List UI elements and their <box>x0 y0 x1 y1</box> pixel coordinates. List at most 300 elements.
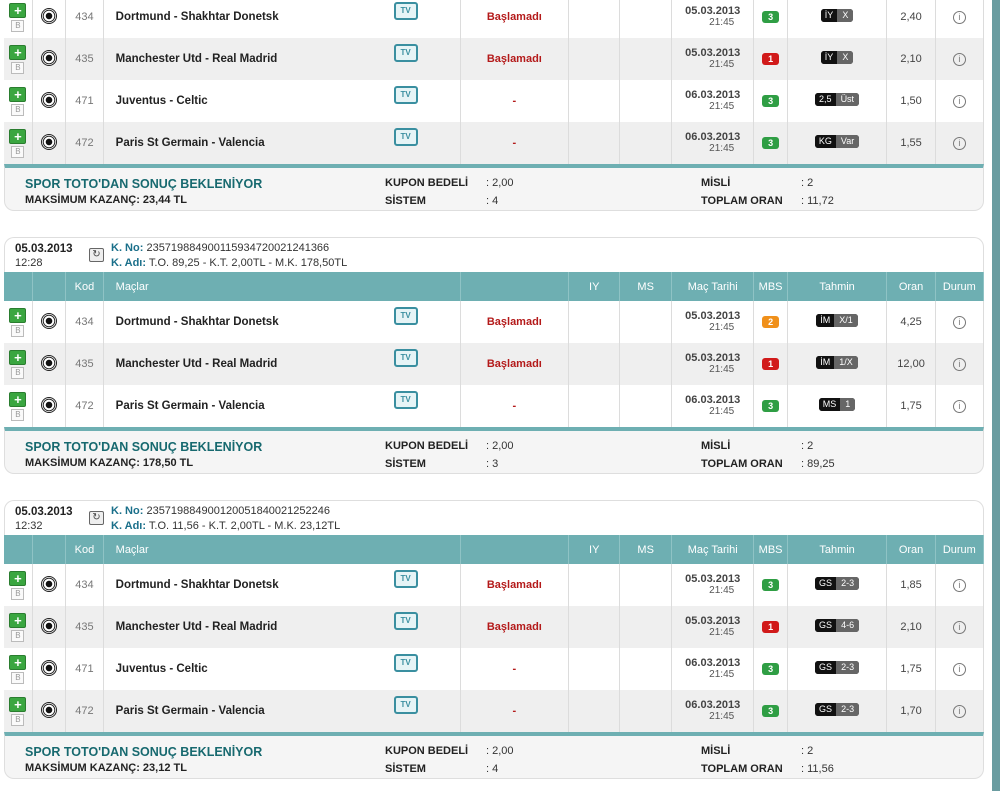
mbs-cell <box>754 606 787 648</box>
iy-score <box>569 564 620 606</box>
info-icon[interactable]: i <box>953 579 966 592</box>
prediction-type: İY <box>821 9 838 22</box>
match-status: Başlamadı <box>460 564 568 606</box>
add-button[interactable]: + <box>9 87 26 102</box>
add-button[interactable]: + <box>9 655 26 670</box>
prediction-cell <box>787 564 887 606</box>
prediction-value: 1 <box>840 398 855 411</box>
match-name[interactable]: Paris St Germain - Valencia <box>115 705 265 717</box>
match-name[interactable]: Paris St Germain - Valencia <box>115 137 265 149</box>
match-code: 471 <box>66 80 104 122</box>
prediction-cell <box>787 122 887 164</box>
coupon-name <box>111 257 347 269</box>
tv-icon[interactable]: TV <box>394 349 418 367</box>
k-no-label: K. No: <box>111 242 144 254</box>
col-kod: Kod <box>66 272 104 301</box>
add-cell <box>4 38 32 80</box>
coupon-1 <box>4 0 984 211</box>
prediction-badge <box>816 356 858 369</box>
summary-status: SPOR TOTO'DAN SONUÇ BEKLENİYOR <box>25 745 263 759</box>
coupon-name <box>111 520 340 532</box>
status-cell <box>935 122 983 164</box>
kupon-bedeli-label: KUPON BEDELİ <box>385 177 469 189</box>
summary-max-win: MAKSİMUM KAZANÇ: 178,50 TL <box>25 457 194 469</box>
col-ms: MS <box>620 535 671 564</box>
tv-icon[interactable]: TV <box>394 391 418 409</box>
prediction-value: X <box>837 51 853 64</box>
match-time: 21:45 <box>709 17 735 28</box>
mbs-badge: 1 <box>762 358 779 370</box>
match-name-cell <box>103 80 460 122</box>
table-row <box>4 690 984 732</box>
match-time: 21:45 <box>709 406 735 417</box>
add-cell <box>4 122 32 164</box>
table-row <box>4 343 984 385</box>
match-date-cell <box>671 564 754 606</box>
iy-score <box>569 0 620 38</box>
match-name-cell <box>103 0 460 38</box>
status-cell <box>935 606 983 648</box>
table-row <box>4 301 984 343</box>
odds: 1,75 <box>887 385 935 427</box>
match-name-cell <box>103 301 460 343</box>
odds: 4,25 <box>887 301 935 343</box>
bet-b-button[interactable]: B <box>11 104 24 116</box>
mbs-cell <box>754 80 787 122</box>
summary-max-win: MAKSİMUM KAZANÇ: 23,12 TL <box>25 762 187 774</box>
iy-score <box>569 385 620 427</box>
info-icon[interactable]: i <box>953 400 966 413</box>
match-time: 21:45 <box>709 59 735 70</box>
prediction-cell <box>787 690 887 732</box>
match-status: Başlamadı <box>460 301 568 343</box>
tv-icon[interactable]: TV <box>394 2 418 20</box>
prediction-type: GS <box>815 661 836 674</box>
prediction-value: 4-6 <box>836 619 859 632</box>
add-cell <box>4 690 32 732</box>
info-icon[interactable]: i <box>953 137 966 150</box>
misli-value: : 2 <box>801 745 814 757</box>
prediction-badge <box>815 661 859 674</box>
matches-table <box>4 535 984 732</box>
prediction-type: İY <box>821 51 838 64</box>
info-icon[interactable]: i <box>953 621 966 634</box>
match-date: 06.03.2013 <box>685 699 741 711</box>
sistem-value: : 3 <box>486 458 499 470</box>
info-icon[interactable]: i <box>953 663 966 676</box>
col-durum: Durum <box>935 535 983 564</box>
mbs-cell <box>754 690 787 732</box>
prediction-type: İM <box>816 314 834 327</box>
toplam-oran-label: TOPLAM ORAN <box>701 763 783 775</box>
col-durum: Durum <box>935 272 983 301</box>
football-icon <box>41 8 57 24</box>
tv-icon[interactable]: TV <box>394 696 418 714</box>
add-button[interactable]: + <box>9 3 26 18</box>
odds: 2,10 <box>887 606 935 648</box>
prediction-value: X/1 <box>834 314 858 327</box>
ms-score <box>620 38 671 80</box>
tv-icon[interactable]: TV <box>394 307 418 325</box>
iy-score <box>569 38 620 80</box>
prediction-badge <box>815 577 859 590</box>
tv-icon[interactable]: TV <box>394 44 418 62</box>
summary-status: SPOR TOTO'DAN SONUÇ BEKLENİYOR <box>25 440 263 454</box>
status-cell <box>935 690 983 732</box>
sport-cell <box>32 385 65 427</box>
match-date-cell <box>671 648 754 690</box>
prediction-value: X <box>837 9 853 22</box>
col-maclar: Maçlar <box>103 535 460 564</box>
match-name[interactable]: Dortmund - Shakhtar Donetsk <box>115 579 279 591</box>
status-cell <box>935 648 983 690</box>
match-date: 06.03.2013 <box>685 394 741 406</box>
table-row <box>4 606 984 648</box>
football-icon <box>41 355 57 371</box>
mbs-cell <box>754 564 787 606</box>
status-cell <box>935 301 983 343</box>
match-status: - <box>460 80 568 122</box>
match-time: 21:45 <box>709 669 735 680</box>
match-code: 472 <box>66 385 104 427</box>
tv-icon[interactable]: TV <box>394 612 418 630</box>
bet-b-button[interactable]: B <box>11 672 24 684</box>
odds: 1,50 <box>887 80 935 122</box>
ms-score <box>620 385 671 427</box>
kupon-bedeli-label: KUPON BEDELİ <box>385 745 469 757</box>
mbs-cell <box>754 0 787 38</box>
table-row <box>4 564 984 606</box>
match-code: 435 <box>66 38 104 80</box>
k-no-label: K. No: <box>111 505 144 517</box>
sistem-label: SİSTEM <box>385 458 426 470</box>
prediction-badge <box>816 314 858 327</box>
match-code: 434 <box>66 564 104 606</box>
match-date-cell <box>671 80 754 122</box>
toplam-oran-value: : 11,72 <box>801 195 834 207</box>
tv-icon[interactable]: TV <box>394 86 418 104</box>
refresh-icon[interactable]: ↻ <box>89 248 104 262</box>
football-icon <box>41 660 57 676</box>
add-button[interactable]: + <box>9 129 26 144</box>
col-sport <box>32 272 65 301</box>
match-date: 05.03.2013 <box>685 47 741 59</box>
ms-score <box>620 0 671 38</box>
k-no-value: 235719884900115934720021241366 <box>146 242 330 254</box>
coupon-time: 12:32 <box>15 520 43 532</box>
bet-b-button[interactable]: B <box>11 409 24 421</box>
mbs-cell <box>754 301 787 343</box>
mbs-badge: 3 <box>762 95 779 107</box>
add-button[interactable]: + <box>9 571 26 586</box>
prediction-type: GS <box>815 703 836 716</box>
match-date-cell <box>671 343 754 385</box>
mbs-badge: 1 <box>762 621 779 633</box>
col-result <box>460 272 568 301</box>
prediction-cell <box>787 343 887 385</box>
coupon-number <box>111 505 330 517</box>
match-name-cell <box>103 564 460 606</box>
match-name-cell <box>103 122 460 164</box>
sport-cell <box>32 648 65 690</box>
status-cell <box>935 343 983 385</box>
scrollbar-edge[interactable] <box>992 0 1000 791</box>
summary-max-win: MAKSİMUM KAZANÇ: 23,44 TL <box>25 194 187 206</box>
tv-icon[interactable]: TV <box>394 570 418 588</box>
match-name[interactable]: Dortmund - Shakhtar Donetsk <box>115 316 279 328</box>
football-icon <box>41 313 57 329</box>
odds: 1,75 <box>887 648 935 690</box>
sistem-value: : 4 <box>486 763 499 775</box>
coupon-header <box>4 237 984 272</box>
match-date-cell <box>671 38 754 80</box>
ms-score <box>620 343 671 385</box>
add-cell <box>4 385 32 427</box>
odds: 12,00 <box>887 343 935 385</box>
odds: 1,70 <box>887 690 935 732</box>
match-date-cell <box>671 301 754 343</box>
match-name-cell <box>103 385 460 427</box>
status-cell <box>935 80 983 122</box>
table-header <box>4 272 984 301</box>
match-time: 21:45 <box>709 585 735 596</box>
mbs-cell <box>754 343 787 385</box>
match-name[interactable]: Paris St Germain - Valencia <box>115 400 265 412</box>
iy-score <box>569 301 620 343</box>
odds: 2,40 <box>887 0 935 38</box>
prediction-badge <box>815 93 859 106</box>
match-code: 472 <box>66 690 104 732</box>
misli-label: MİSLİ <box>701 440 731 452</box>
match-status: - <box>460 648 568 690</box>
match-date: 05.03.2013 <box>685 352 741 364</box>
bet-b-button[interactable]: B <box>11 20 24 32</box>
match-name-cell <box>103 343 460 385</box>
prediction-type: İM <box>816 356 834 369</box>
add-cell <box>4 80 32 122</box>
tv-icon[interactable]: TV <box>394 654 418 672</box>
mbs-cell <box>754 38 787 80</box>
match-name[interactable]: Manchester Utd - Real Madrid <box>115 358 278 370</box>
coupon-date: 05.03.2013 <box>15 506 73 518</box>
match-date: 06.03.2013 <box>685 131 741 143</box>
col-add <box>4 535 32 564</box>
kupon-bedeli-value: : 2,00 <box>486 745 514 757</box>
iy-score <box>569 690 620 732</box>
k-no-value: 235719884900120051840021252246 <box>146 505 330 517</box>
mbs-cell <box>754 648 787 690</box>
summary-status: SPOR TOTO'DAN SONUÇ BEKLENİYOR <box>25 177 263 191</box>
sport-cell <box>32 343 65 385</box>
sport-cell <box>32 122 65 164</box>
bet-b-button[interactable]: B <box>11 630 24 642</box>
sistem-value: : 4 <box>486 195 499 207</box>
prediction-cell <box>787 80 887 122</box>
coupon-number <box>111 242 329 254</box>
football-icon <box>41 50 57 66</box>
sport-cell <box>32 606 65 648</box>
col-oran: Oran <box>887 535 935 564</box>
iy-score <box>569 343 620 385</box>
match-time: 21:45 <box>709 143 735 154</box>
match-time: 21:45 <box>709 627 735 638</box>
col-maclar: Maçlar <box>103 272 460 301</box>
prediction-type: GS <box>815 619 836 632</box>
ms-score <box>620 301 671 343</box>
coupon-header <box>4 500 984 535</box>
add-button[interactable]: + <box>9 613 26 628</box>
odds: 2,10 <box>887 38 935 80</box>
match-name-cell <box>103 690 460 732</box>
match-date-cell <box>671 690 754 732</box>
ms-score <box>620 690 671 732</box>
coupon-list <box>4 0 984 805</box>
prediction-badge <box>815 619 859 632</box>
toplam-oran-value: : 11,56 <box>801 763 834 775</box>
toplam-oran-label: TOPLAM ORAN <box>701 458 783 470</box>
coupon-summary <box>4 427 984 474</box>
kupon-bedeli-value: : 2,00 <box>486 177 514 189</box>
prediction-type: KG <box>815 135 836 148</box>
prediction-value: Var <box>836 135 859 148</box>
add-cell <box>4 301 32 343</box>
mbs-badge: 3 <box>762 705 779 717</box>
matches-table <box>4 272 984 427</box>
status-cell <box>935 38 983 80</box>
match-code: 434 <box>66 301 104 343</box>
iy-score <box>569 606 620 648</box>
mbs-badge: 3 <box>762 400 779 412</box>
info-icon[interactable]: i <box>953 11 966 24</box>
col-iy: IY <box>569 535 620 564</box>
match-name[interactable]: Dortmund - Shakhtar Donetsk <box>115 11 279 23</box>
match-date: 05.03.2013 <box>685 615 741 627</box>
sport-cell <box>32 38 65 80</box>
prediction-cell <box>787 0 887 38</box>
match-date: 05.03.2013 <box>685 310 741 322</box>
bet-b-button[interactable]: B <box>11 588 24 600</box>
prediction-cell <box>787 38 887 80</box>
prediction-cell <box>787 301 887 343</box>
match-status: Başlamadı <box>460 606 568 648</box>
match-name[interactable]: Juventus - Celtic <box>115 95 208 107</box>
col-add <box>4 272 32 301</box>
ms-score <box>620 648 671 690</box>
match-date: 05.03.2013 <box>685 573 741 585</box>
match-name[interactable]: Manchester Utd - Real Madrid <box>115 53 278 65</box>
match-code: 435 <box>66 606 104 648</box>
kupon-bedeli-label: KUPON BEDELİ <box>385 440 469 452</box>
football-icon <box>41 618 57 634</box>
kupon-bedeli-value: : 2,00 <box>486 440 514 452</box>
add-button[interactable]: + <box>9 392 26 407</box>
prediction-badge <box>821 51 854 64</box>
match-time: 21:45 <box>709 101 735 112</box>
football-icon <box>41 397 57 413</box>
col-sport <box>32 535 65 564</box>
add-cell <box>4 606 32 648</box>
sport-cell <box>32 0 65 38</box>
col-mac-tarihi: Maç Tarihi <box>671 535 754 564</box>
mbs-cell <box>754 122 787 164</box>
table-row <box>4 0 984 38</box>
col-mbs: MBS <box>754 535 787 564</box>
table-row <box>4 80 984 122</box>
add-cell <box>4 564 32 606</box>
sistem-label: SİSTEM <box>385 195 426 207</box>
sport-cell <box>32 301 65 343</box>
prediction-value: 2-3 <box>836 577 859 590</box>
ms-score <box>620 80 671 122</box>
prediction-value: 2-3 <box>836 703 859 716</box>
match-date-cell <box>671 385 754 427</box>
bet-b-button[interactable]: B <box>11 325 24 337</box>
add-cell <box>4 343 32 385</box>
info-icon[interactable]: i <box>953 705 966 718</box>
sistem-label: SİSTEM <box>385 763 426 775</box>
table-row <box>4 38 984 80</box>
add-cell <box>4 0 32 38</box>
match-code: 434 <box>66 0 104 38</box>
prediction-type: MS <box>819 398 841 411</box>
add-cell <box>4 648 32 690</box>
bet-b-button[interactable]: B <box>11 62 24 74</box>
mbs-badge: 3 <box>762 11 779 23</box>
info-icon[interactable]: i <box>953 95 966 108</box>
match-time: 21:45 <box>709 711 735 722</box>
tv-icon[interactable]: TV <box>394 128 418 146</box>
prediction-badge <box>819 398 856 411</box>
add-button[interactable]: + <box>9 697 26 712</box>
col-iy: IY <box>569 272 620 301</box>
match-name-cell <box>103 648 460 690</box>
match-status: - <box>460 385 568 427</box>
bet-b-button[interactable]: B <box>11 367 24 379</box>
coupon-3 <box>4 500 984 779</box>
prediction-value: 2-3 <box>836 661 859 674</box>
coupon-summary <box>4 164 984 211</box>
bet-b-button[interactable]: B <box>11 714 24 726</box>
ms-score <box>620 122 671 164</box>
odds: 1,85 <box>887 564 935 606</box>
info-icon[interactable]: i <box>953 53 966 66</box>
match-date: 06.03.2013 <box>685 657 741 669</box>
match-date: 06.03.2013 <box>685 89 741 101</box>
match-name[interactable]: Manchester Utd - Real Madrid <box>115 621 278 633</box>
bet-b-button[interactable]: B <box>11 146 24 158</box>
iy-score <box>569 648 620 690</box>
toplam-oran-label: TOPLAM ORAN <box>701 195 783 207</box>
info-icon[interactable]: i <box>953 358 966 371</box>
add-button[interactable]: + <box>9 45 26 60</box>
add-button[interactable]: + <box>9 308 26 323</box>
match-name[interactable]: Juventus - Celtic <box>115 663 208 675</box>
misli-value: : 2 <box>801 177 814 189</box>
sport-cell <box>32 690 65 732</box>
info-icon[interactable]: i <box>953 316 966 329</box>
iy-score <box>569 80 620 122</box>
add-button[interactable]: + <box>9 350 26 365</box>
misli-label: MİSLİ <box>701 177 731 189</box>
mbs-badge: 3 <box>762 137 779 149</box>
odds: 1,55 <box>887 122 935 164</box>
match-name-cell <box>103 606 460 648</box>
mbs-badge: 3 <box>762 663 779 675</box>
status-cell <box>935 564 983 606</box>
match-code: 472 <box>66 122 104 164</box>
status-cell <box>935 0 983 38</box>
refresh-icon[interactable]: ↻ <box>89 511 104 525</box>
